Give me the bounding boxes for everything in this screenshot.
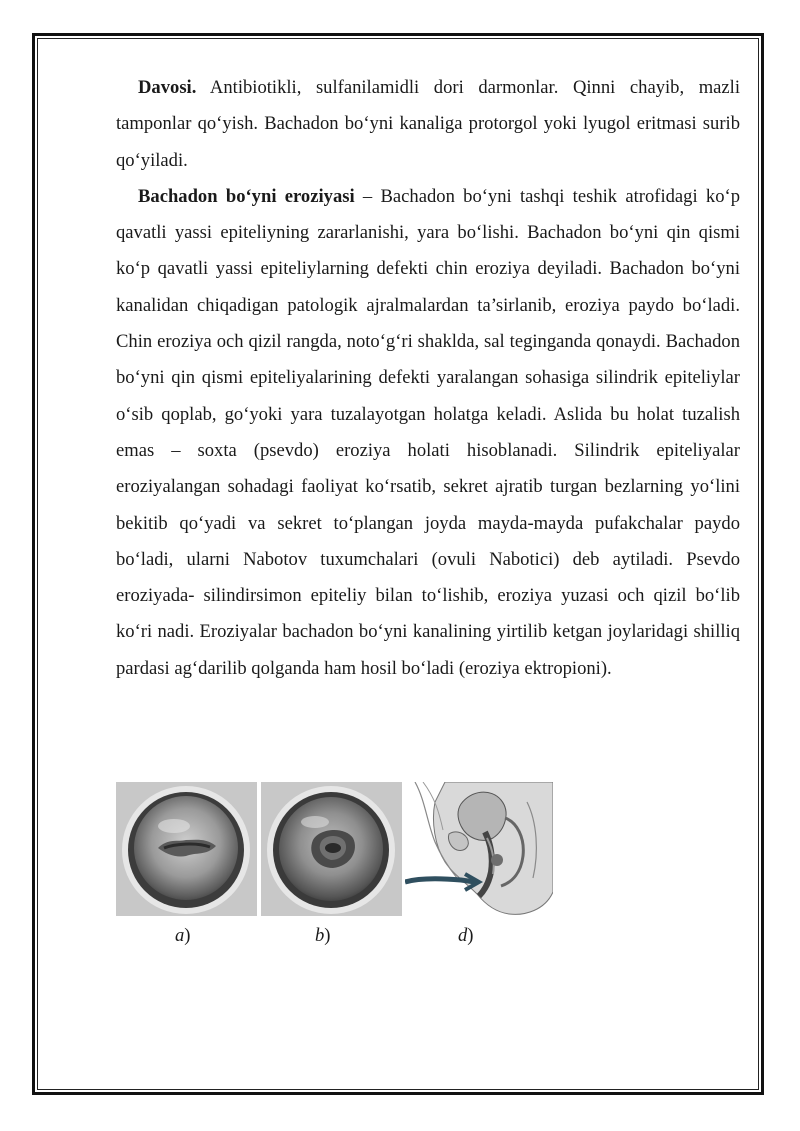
caption-letter: a	[175, 925, 185, 946]
figure-d-anatomy-section	[405, 782, 553, 916]
caption-letter: d	[458, 925, 468, 946]
caption-paren: )	[324, 925, 331, 946]
page-body	[116, 70, 740, 687]
caption-letter: b	[315, 925, 325, 946]
figure-b-cervix-erosion	[261, 782, 402, 916]
cervix-photo-a	[116, 782, 257, 916]
caption-a	[175, 925, 191, 947]
figure-captions	[116, 925, 556, 955]
cervix-photo-b	[261, 782, 402, 916]
paragraph-heading: Davosi.	[138, 77, 197, 98]
figure-row	[116, 782, 556, 916]
paragraph-erosion	[116, 179, 740, 687]
caption-b	[315, 925, 331, 947]
figure-a-cervix-normal	[116, 782, 257, 916]
paragraph-text: Antibiotikli, sulfanilamidli dori darmonlar. Qinni chayib, mazli tamponlar qo‘yish. Bachadon bo‘yni kanaliga protorgol yoki lyugol eritmasi surib qo‘yiladi.	[116, 77, 740, 171]
paragraph-treatment	[116, 70, 740, 179]
pelvic-anatomy-illustration	[405, 782, 553, 916]
caption-d	[458, 925, 474, 947]
paragraph-text: – Bachadon bo‘yni tashqi teshik atrofidagi ko‘p qavatli yassi epiteliyning zararlanishi, yara bo‘lishi. Bachadon bo‘yni qin qismi ko‘p qavatli yassi epiteliylarning defekti chin eroziya deyiladi. Bachadon bo‘yni kanalidan chiqadigan patologik ajralmalardan ta’sirlanib, eroziya paydo bo‘ladi. Chin eroziya och qizil rangda, noto‘g‘ri shaklda, sal teginganda qonaydi. Bachadon bo‘yni qin qismi epiteliyalarining defekti yaralangan sohasiga silindrik epiteliylar o‘sib qoplab, go‘yoki yara tuzalayotgan holatga keladi. Aslida bu holat tuzalish emas – soxta (psevdo) eroziya holati hisoblanadi. Silindrik epiteliyalar eroziyalangan sohadagi faoliyat ko‘rsatib, sekret ajratib turgan bezlarning yo‘lini bekitib qo‘yadi va sekret to‘plangan joyda mayda-mayda pufakchalar paydo bo‘ladi, ularni Nabotov tuxumchalari (ovuli Nabotici) deb aytiladi. Psevdo eroziyada- silindirsimon epiteliy bilan to‘lishib, eroziya yuzasi och qizil bo‘lib ko‘ri nadi. Eroziyalar bachadon bo‘yni kanalining yirtilib ketgan joylaridagi shilliq pardasi ag‘darilib qolganda ham hosil bo‘ladi (eroziya ektropioni).	[116, 185, 740, 679]
caption-paren: )	[184, 925, 191, 946]
caption-paren: )	[467, 925, 474, 946]
paragraph-heading: Bachadon bo‘yni eroziyasi	[138, 185, 355, 207]
